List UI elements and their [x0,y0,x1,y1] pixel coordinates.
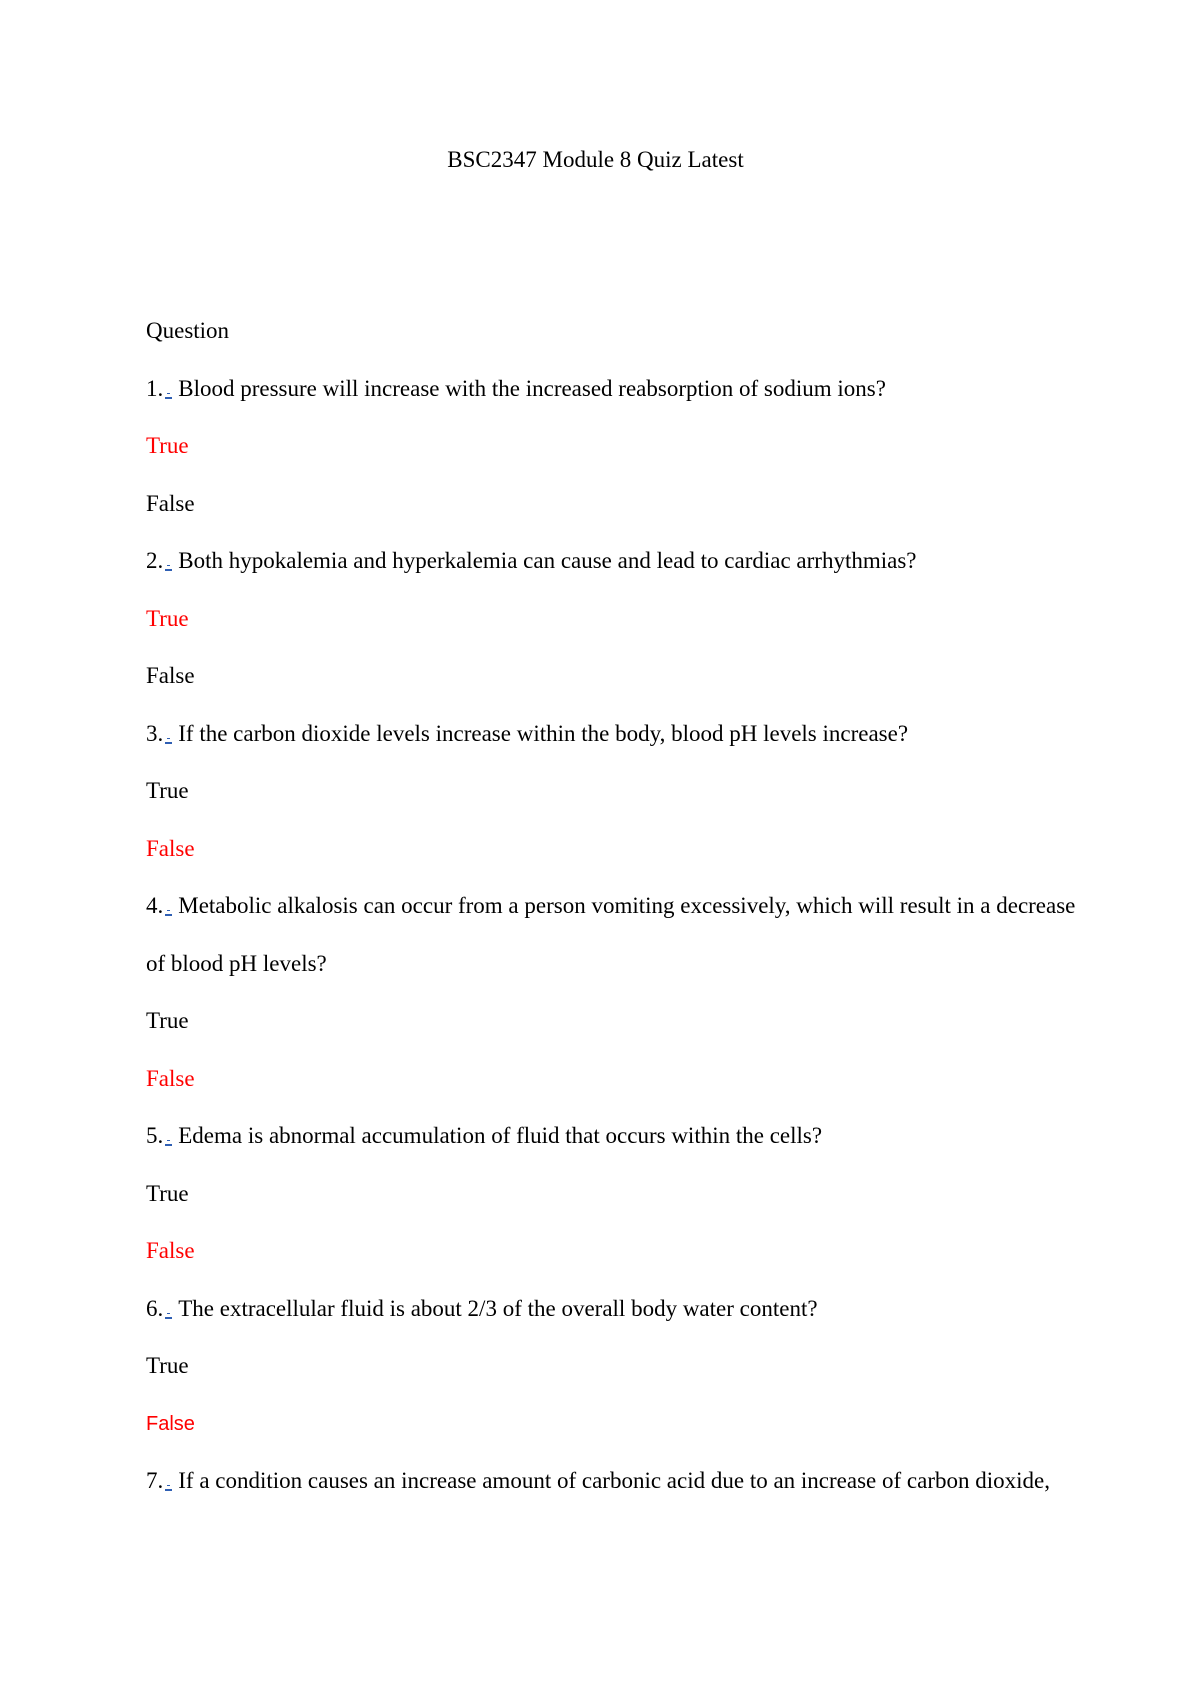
answer-false-correct: False [146,1065,195,1091]
question-text: If the carbon dioxide levels increase within the body, blood pH levels increase? [178,720,909,746]
document-title: BSC2347 Module 8 Quiz Latest [447,147,744,172]
question-1 [146,374,1076,432]
comment-marker-icon [164,721,173,741]
comment-marker-icon [164,893,173,913]
comment-marker-icon [164,376,173,396]
answer-true-correct: True [146,433,189,458]
question-text: The extracellular fluid is about 2/3 of the overall body water content? [178,1295,818,1321]
question-number: 4. [146,893,164,918]
question-text: If a condition causes an increase amount of carbonic acid due to an increase of carbon dioxide, [178,1468,1050,1493]
question-6 [146,1294,1076,1352]
question-5 [146,1121,1076,1179]
comment-marker-icon [164,1296,173,1316]
question-number: 5. [146,1123,164,1148]
answer-true: True [146,1008,189,1033]
answer-false-correct: False [146,1412,195,1435]
question-number: 3. [146,720,164,746]
question-7 [146,1466,1076,1524]
quiz-body [146,316,1076,1524]
answer-false-correct: False [146,1238,195,1263]
question-number: 6. [146,1295,164,1321]
comment-marker-icon [164,548,173,568]
question-text: Edema is abnormal accumulation of fluid that occurs within the cells? [178,1123,823,1148]
question-text: Both hypokalemia and hyperkalemia can cause and lead to cardiac arrhythmias? [178,548,917,573]
answer-false-correct: False [146,835,195,861]
question-2 [146,546,1076,604]
answer-true: True [146,1180,189,1206]
answer-false: False [146,663,195,688]
comment-marker-icon [164,1468,173,1488]
question-text: Metabolic alkalosis can occur from a person vomiting excessively, which will result in a decrease [178,893,1076,918]
section-heading: Question [146,318,230,343]
answer-true: True [146,778,189,803]
comment-marker-icon [164,1123,173,1143]
answer-false: False [146,490,195,516]
question-text: Blood pressure will increase with the increased reabsorption of sodium ions? [178,375,886,401]
question-4 [146,891,1076,949]
question-number: 1. [146,375,164,401]
question-3 [146,719,1076,777]
question-number: 7. [146,1468,164,1493]
answer-true: True [146,1353,189,1378]
question-number: 2. [146,548,164,573]
answer-true-correct: True [146,605,189,631]
question-4-continuation: of blood pH levels? [146,950,327,976]
